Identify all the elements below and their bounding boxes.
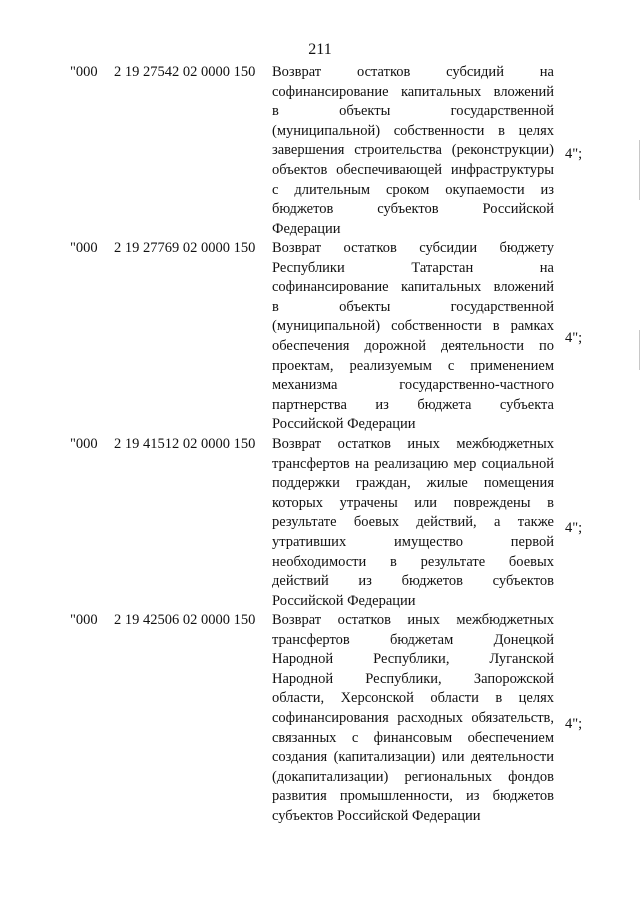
description-line: области, Херсонской области в целях — [272, 690, 554, 707]
description-line: создания (капитализации) или деятельности — [272, 749, 554, 766]
kbk-code: 2 19 27769 02 0000 150 — [114, 240, 256, 256]
description-line: механизма государственно-частного — [272, 377, 554, 394]
admin-code: "000 — [70, 240, 98, 256]
description-line: софинансирование капитальных вложений — [272, 279, 554, 296]
description-line: поддержки граждан, жилые помещения — [272, 475, 554, 492]
admin-code: "000 — [70, 612, 98, 628]
norm-value: 4"; — [565, 520, 583, 536]
row-description — [272, 63, 554, 239]
admin-code: "000 — [70, 64, 98, 80]
description-line: Возврат остатков иных межбюджетных — [272, 612, 554, 628]
description-line: софинансирование капитальных вложений — [272, 83, 554, 100]
description-line: развития промышленности, из бюджетов — [272, 788, 554, 805]
description-line: Возврат остатков иных межбюджетных — [272, 436, 554, 452]
kbk-code: 2 19 42506 02 0000 150 — [114, 612, 256, 628]
page-number: 211 — [308, 41, 332, 58]
norm-value: 4"; — [565, 146, 583, 162]
description-line: завершения строительства (реконструкции) — [272, 142, 554, 159]
description-line: софинансирования расходных обязательств, — [272, 709, 554, 726]
description-line: Федерации — [272, 220, 341, 237]
description-line: партнерства из бюджета субъекта — [272, 396, 554, 413]
description-line: объектов обеспечивающей инфраструктуры — [272, 161, 554, 178]
description-line: необходимости в результате боевых — [272, 553, 554, 570]
description-line: (муниципальной) собственности в целях — [272, 122, 554, 139]
description-line: (муниципальной) собственности в рамках — [272, 318, 554, 335]
description-line: (докапитализации) региональных фондов — [272, 768, 554, 785]
description-line: Возврат остатков субсидий на — [272, 64, 554, 80]
description-line: Народной Республики, Луганской — [272, 651, 554, 668]
description-line: в объекты государственной — [272, 103, 554, 120]
kbk-code: 2 19 41512 02 0000 150 — [114, 436, 256, 452]
description-line: трансфертов бюджетам Донецкой — [272, 631, 554, 648]
description-line: с длительным сроком окупаемости из — [272, 181, 554, 198]
description-line: утративших имущество первой — [272, 533, 554, 550]
description-line: Республики Татарстан на — [272, 259, 554, 276]
row-description — [272, 611, 554, 827]
description-line: Народной Республики, Запорожской — [272, 670, 554, 687]
description-line: проектам, реализуемым с применением — [272, 357, 554, 374]
row-description — [272, 239, 554, 435]
kbk-code: 2 19 27542 02 0000 150 — [114, 64, 256, 80]
description-line: Возврат остатков субсидии бюджету — [272, 240, 554, 256]
admin-code: "000 — [70, 436, 98, 452]
description-line: обеспечения дорожной деятельности по — [272, 337, 554, 354]
norm-value: 4"; — [565, 716, 583, 732]
description-line: трансфертов на реализацию мер социальной — [272, 455, 554, 472]
description-line: которых утрачены или повреждены в — [272, 494, 554, 511]
row-description — [272, 435, 554, 611]
description-line: Российской Федерации — [272, 592, 416, 609]
description-line: бюджетов субъектов Российской — [272, 201, 554, 218]
description-line: Российской Федерации — [272, 416, 416, 433]
description-line: субъектов Российской Федерации — [272, 807, 481, 824]
description-line: действий из бюджетов субъектов — [272, 573, 554, 590]
description-line: связанных с финансовым обеспечением — [272, 729, 554, 746]
norm-value: 4"; — [565, 330, 583, 346]
description-line: в объекты государственной — [272, 298, 554, 315]
description-line: результате боевых действий, а также — [272, 514, 554, 531]
